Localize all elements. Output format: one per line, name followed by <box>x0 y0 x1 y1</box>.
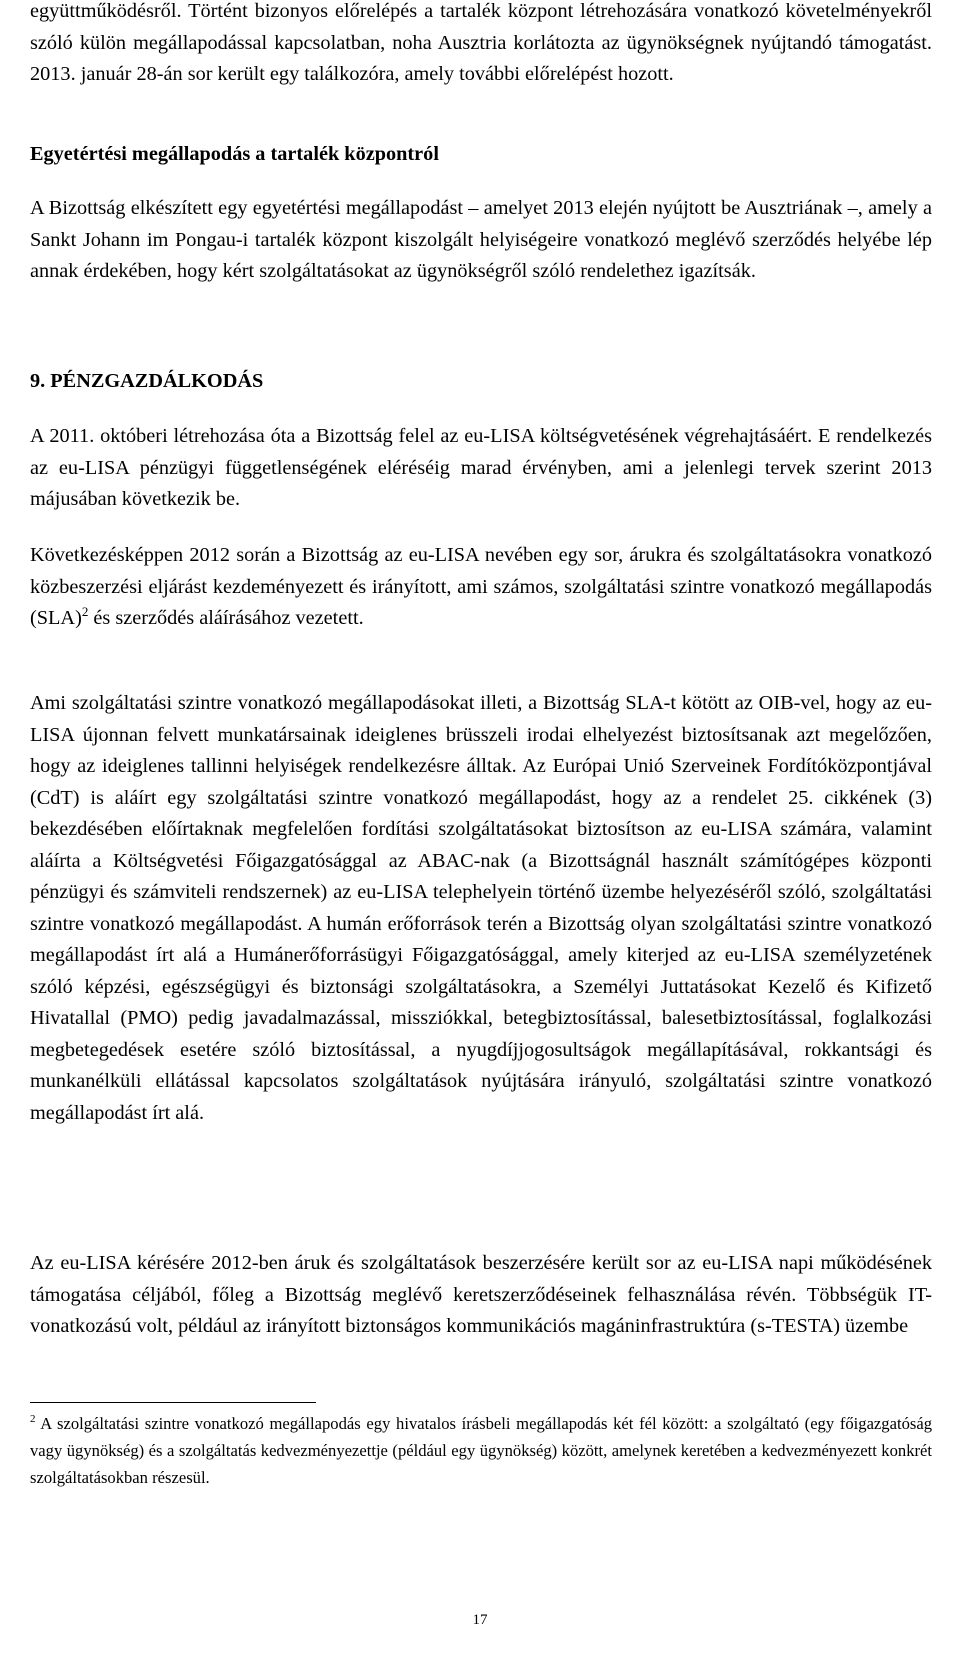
section-paragraph-2-block <box>30 540 932 635</box>
section-paragraph-1: A 2011. októberi létrehozása óta a Bizottság felel az eu-LISA költségvetésének végrehajtásáért. E rendelkezés az eu-LISA pénzügyi függetlenségének eléréséig marad érvényben, ami a jelenlegi tervek szerint 2013 májusában következik be. <box>30 425 932 510</box>
subsection-heading: Egyetértési megállapodás a tartalék központról <box>30 143 439 165</box>
subsection-body-block <box>30 193 932 288</box>
section-heading: 9. PÉNZGAZDÁLKODÁS <box>30 370 264 392</box>
section-paragraph-1-block <box>30 421 932 516</box>
subsection-paragraph: A Bizottság elkészített egy egyetértési megállapodást – amelyet 2013 elején nyújtott be Ausztriának –, amely a Sankt Johann im Pongau-i tartalék központ kiszolgált helyiségeire vonatkozó meglévő szerződés helyébe lép annak érdekében, hogy kért szolgáltatásokat az ügynökségről szóló rendelethez igazítsák. <box>30 197 932 282</box>
footnote-marker: 2 <box>30 1413 36 1425</box>
footnote <box>30 1410 932 1491</box>
section-paragraph-4-block <box>30 1248 932 1343</box>
footnote-paragraph <box>30 1410 932 1491</box>
footnote-separator <box>30 1402 316 1403</box>
footnote-reference[interactable]: 2 <box>81 604 89 619</box>
section-paragraph-3: Ami szolgáltatási szintre vonatkozó megállapodásokat illeti, a Bizottság SLA-t kötött az OIB-vel, hogy az eu-LISA újonnan felvett munkatársainak ideiglenes brüsszeli irodai elhelyezést biztosítsanak azt megelőzően, hogy az ideiglenes tallinni helyiségek rendelkezésre álltak. Az Európai Unió Szerveinek Fordítóközpontjával (CdT) is aláírt egy szolgáltatási szintre vonatkozó megállapodást, hogy az a rendelet 25. cikkének (3) bekezdésében előírtaknak megfelelően fordítási szolgáltatásokat biztosítson az eu-LISA számára, valamint aláírta a Költségvetési Főigazgatósággal az ABAC-nak (a Bizottságnál használt számítógépes központi pénzügyi és számviteli rendszernek) az eu-LISA telephelyein történő üzembe helyezéséről szóló, szolgáltatási szintre vonatkozó megállapodást. A humán erőforrások terén a Bizottság olyan szolgáltatási szintre vonatkozó megállapodást írt alá a Humánerőforrásügyi Főigazgatósággal, amely kiterjed az eu-LISA személyzetének szóló képzési, egészségügyi és biztonsági szolgáltatásokra, a Személyi Juttatásokat Kezelő és Kifizető Hivatallal (PMO) pedig javadalmazással, missziókkal, betegbiztosítással, balesetbiztosítással, foglalkozási megbetegedések esetére szóló biztosítással, a nyugdíjjogosultságok megállapításával, rokkantsági és munkanélküli ellátással kapcsolatos szolgáltatások nyújtására irányuló, szolgáltatási szintre vonatkozó megállapodást írt alá. <box>30 692 932 1124</box>
intro-paragraph: együttműködésről. Történt bizonyos előrelépés a tartalék központ létrehozására vonatkozó követelményekről szóló külön megállapodással kapcsolatban, noha Ausztria korlátozta az ügynökségnek nyújtandó támogatást. 2013. január 28-án sor került egy találkozóra, amely további előrelépést hozott. <box>30 0 932 85</box>
section-paragraph-2-text-end: és szerződés aláírásához vezetett. <box>88 607 364 629</box>
page-number: 17 <box>472 1612 488 1628</box>
document-page <box>30 0 932 1337</box>
footnote-text: A szolgáltatási szintre vonatkozó megállapodás egy hivatalos írásbeli megállapodás két fél között: a szolgáltató (egy főigazgatóság vagy ügynökség) és a szolgáltatás kedvezményezettje (például egy ügynökség) között, amelynek keretében a kedvezményezett konkrét szolgáltatásokban részesül. <box>30 1414 932 1487</box>
section-paragraph-2-text: Következésképpen 2012 során a Bizottság az eu-LISA nevében egy sor, árukra és szolgáltatásokra vonatkozó közbeszerzési eljárást kezdeményezett és irányított, ami számos, szolgáltatási szintre vonatkozó megállapodás (SLA) <box>30 544 932 629</box>
section-paragraph-4: Az eu-LISA kérésére 2012-ben áruk és szolgáltatások beszerzésére került sor az eu-LISA napi működésének támogatása céljából, főleg a Bizottság meglévő keretszerződéseinek felhasználása révén. Többségük IT-vonatkozású volt, például az irányított biztonságos kommunikációs magáninfrastruktúra (s-TESTA) üzembe <box>30 1252 932 1337</box>
section-paragraph-3-block <box>30 688 932 1129</box>
section-heading-block <box>30 366 932 398</box>
section-paragraph-2 <box>30 540 932 635</box>
